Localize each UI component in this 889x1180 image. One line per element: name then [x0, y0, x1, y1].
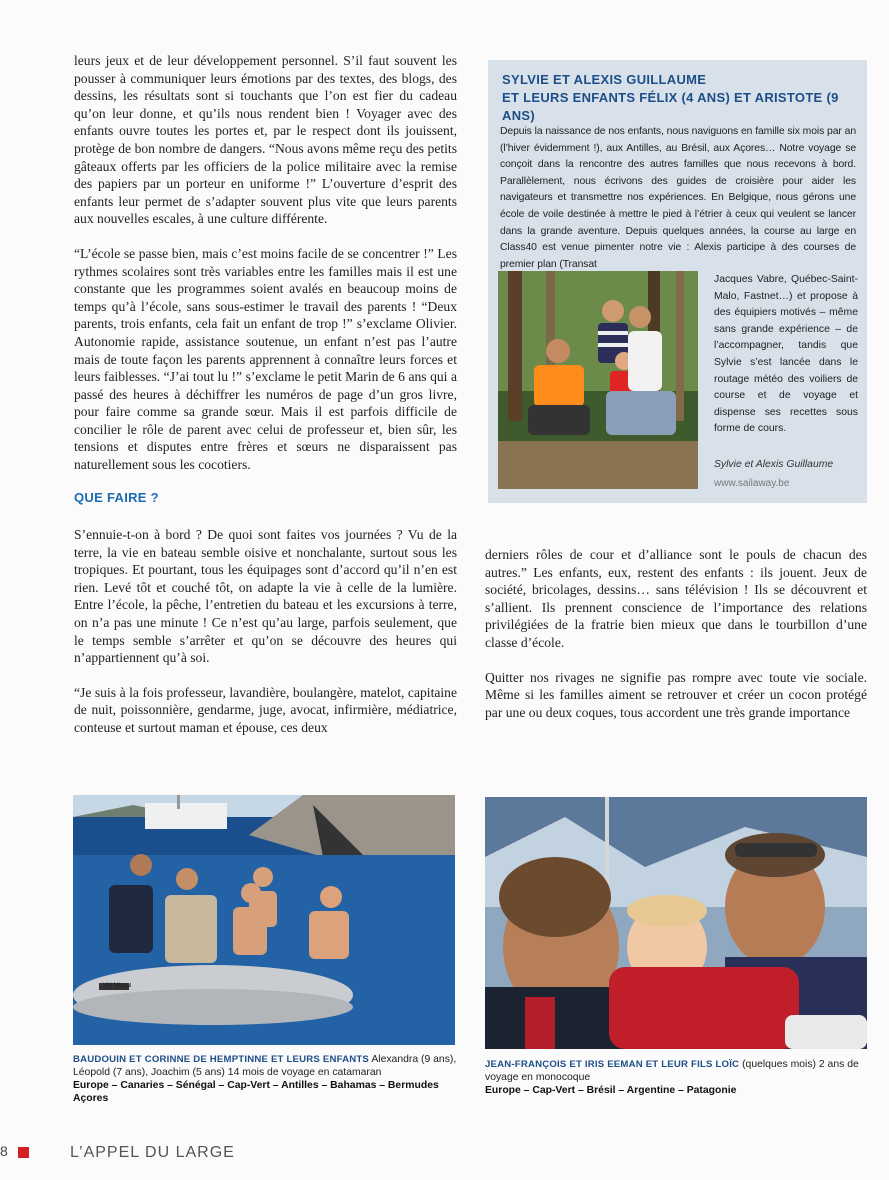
sidebar-text: Depuis la naissance de nos enfants, nous naviguons en famille six mois par an (l’hiver évidemment !), aux Antilles, au Brésil, aux Açores… Notre voyage se conçoit dans la rencontre des autres familles que nous recevons à bord. Parallèlement, nous écrivons des guides de croisière pour aider les navigateurs et transmettre nos expériences. En Belgique, nous gérons une école de voile destinée à mettre le pied à l’étrier à ceux qui veulent se lancer dans la grande aventure. Depuis quelques années, la course au large en Class40 est venue pimenter notre vie : Alexis participe à des courses de premier plan (Transat: [500, 126, 856, 270]
sidebar-title-line: ET LEURS ENFANTS FÉLIX (4 ANS) ET ARISTOTE (9 ANS): [502, 90, 839, 123]
sidebar-title-line: SYLVIE ET ALEXIS GUILLAUME: [502, 72, 707, 87]
caption-family-names: BAUDOUIN ET CORINNE DE HEMPTINNE ET LEURS ENFANTS: [73, 1054, 370, 1065]
family-dinghy-photo: [73, 795, 455, 1045]
footer-red-square: [18, 1147, 29, 1158]
family-photo-forest: [498, 271, 698, 489]
article-right-column: [485, 546, 867, 721]
section-running-title: L’APPEL DU LARGE: [70, 1144, 235, 1161]
sidebar-signature: Sylvie et Alexis Guillaume: [714, 459, 834, 470]
article-paragraph: Quitter nos rivages ne signifie pas rompre avec toute vie sociale. Même si les familles aiment se retrouver et créer un cocon protégé par une ou deux coques, tous accordent une très grande importance: [485, 669, 867, 720]
caption-details: (quelques mois) 2 ans de voyage en monocoque: [485, 1059, 859, 1083]
caption-route: Europe – Canaries – Sénégal – Cap-Vert – Antilles – Bahamas – Bermudes Açores: [73, 1080, 439, 1104]
article-paragraph: “L’école se passe bien, mais c’est moins facile de se concentrer !” Les rythmes scolaires sont très variables entre les familles mais il est une constante que les programmes soient avalés en beaucoup moins de temps qu’à l’école, sans sous-estimer le travail des parents ! “Deux parents, trois enfants, cela fait un enfant de trop !” s’exclame Olivier. Autonomie rapide, assistance soutenue, un enfant n’est pas l’autre mais de toute façon les parents apprennent à connaître leurs forces et leurs faiblesses. “J’ai tout lu !” s’exclame le petit Marin de 6 ans qui a passé des heures à déchiffrer les numéros de page d’un gros livre, pour faire comme sa grande sœur. Mais il est parfois difficile de concilier le rôle de parent avec celui de professeur et, bien sûr, les tensions et disputes entre frères et sœurs ne disparaissent pas naturellement sous les cocotiers.: [74, 245, 457, 473]
section-heading: QUE FAIRE ?: [74, 490, 159, 505]
sidebar-website-link[interactable]: www.sailaway.be: [714, 478, 790, 489]
caption-details: Alexandra (9 ans), Léopold (7 ans), Joachim (5 ans) 14 mois de voyage en catamaran: [73, 1054, 457, 1078]
family-glacier-photo: [485, 797, 867, 1049]
article-paragraph: S’ennuie-t-on à bord ? De quoi sont faites vos journées ? Vu de la terre, la vie en bateau semble oisive et nonchalante, surtout sous les tropiques. Et pourtant, tous les équipages sont d’accord qu’il n’en est rien. Levé tôt et couché tôt, on adapte la vie à celle de la lumière. Entre l’école, la pêche, l’entretien du bateau et les excursions à terre, on n’a pas une minute ! Ce n’est qu’au large, parfois seulement, que le temps semble s’arrêter et qu’on se découvre des heures qui n’appartiennent qu’à soi.: [74, 527, 457, 666]
sidebar-title: [502, 71, 862, 125]
article-paragraph: derniers rôles de cour et d’alliance sont le pouls de chacun des autres.” Les enfants, eux, restent des enfants : ils jouent. Jeux de société, bricolages, dessins… sans télévision ! Ils se découvrent et s’allient. Ils prennent conscience de l’importance des relations privilégiées de la fratrie bien mieux que dans le tourbillon d’une classe d’école.: [485, 547, 867, 650]
family-profile-sidebar: [488, 60, 867, 503]
article-paragraph: “Je suis à la fois professeur, lavandière, boulangère, matelot, capitaine de nuit, poissonnière, gendarme, juge, avocat, infirmière, médiatrice, conteuse et surtout maman et épouse, ces deux: [74, 684, 457, 735]
caption-family-names: JEAN-FRANÇOIS ET IRIS EEMAN ET LEUR FILS LOÏC: [485, 1059, 740, 1070]
caption-route: Europe – Cap-Vert – Brésil – Argentine – Patagonie: [485, 1085, 737, 1096]
photo-caption-left: [73, 1053, 458, 1105]
photo-caption-right: [485, 1058, 867, 1097]
page-number: 8: [0, 1143, 8, 1159]
sidebar-text-side: Jacques Vabre, Québec-Saint-Malo, Fastnet…) et propose à des équipiers motivés – même sans grande expérience – de l’accompagner, tandis que Sylvie s’est lancée dans le routage météo des voiliers de course et de voyage et dispense ses recettes sous forme de cours.: [714, 274, 858, 435]
article-left-column-top: [74, 52, 457, 474]
dinghy-logo-text: YM Mistral: [103, 983, 132, 989]
article-left-column-bottom: [74, 526, 457, 737]
article-paragraph: leurs jeux et de leur développement personnel. S’il faut souvent les pousser à communiquer leurs émotions par des textes, des blogs, des dessins, les résultats sont si touchants que l’on est fier du cadeau qu’on leur donne, et qu’ils nous rendent bien ! Voyager avec des enfants ouvre toutes les portes et, par le respect dont ils jouissent, protège de bon nombre de dangers. “Nous avons même reçu des petits gâteaux offerts par les officiers de la police militaire avec la remise des papiers par un porteur en uniforme !” L’ouverture d’esprit des enfants leur permet de s’adapter souvent plus vite que leurs parents aux nouvelles escales, à une culture différente.: [74, 53, 457, 227]
